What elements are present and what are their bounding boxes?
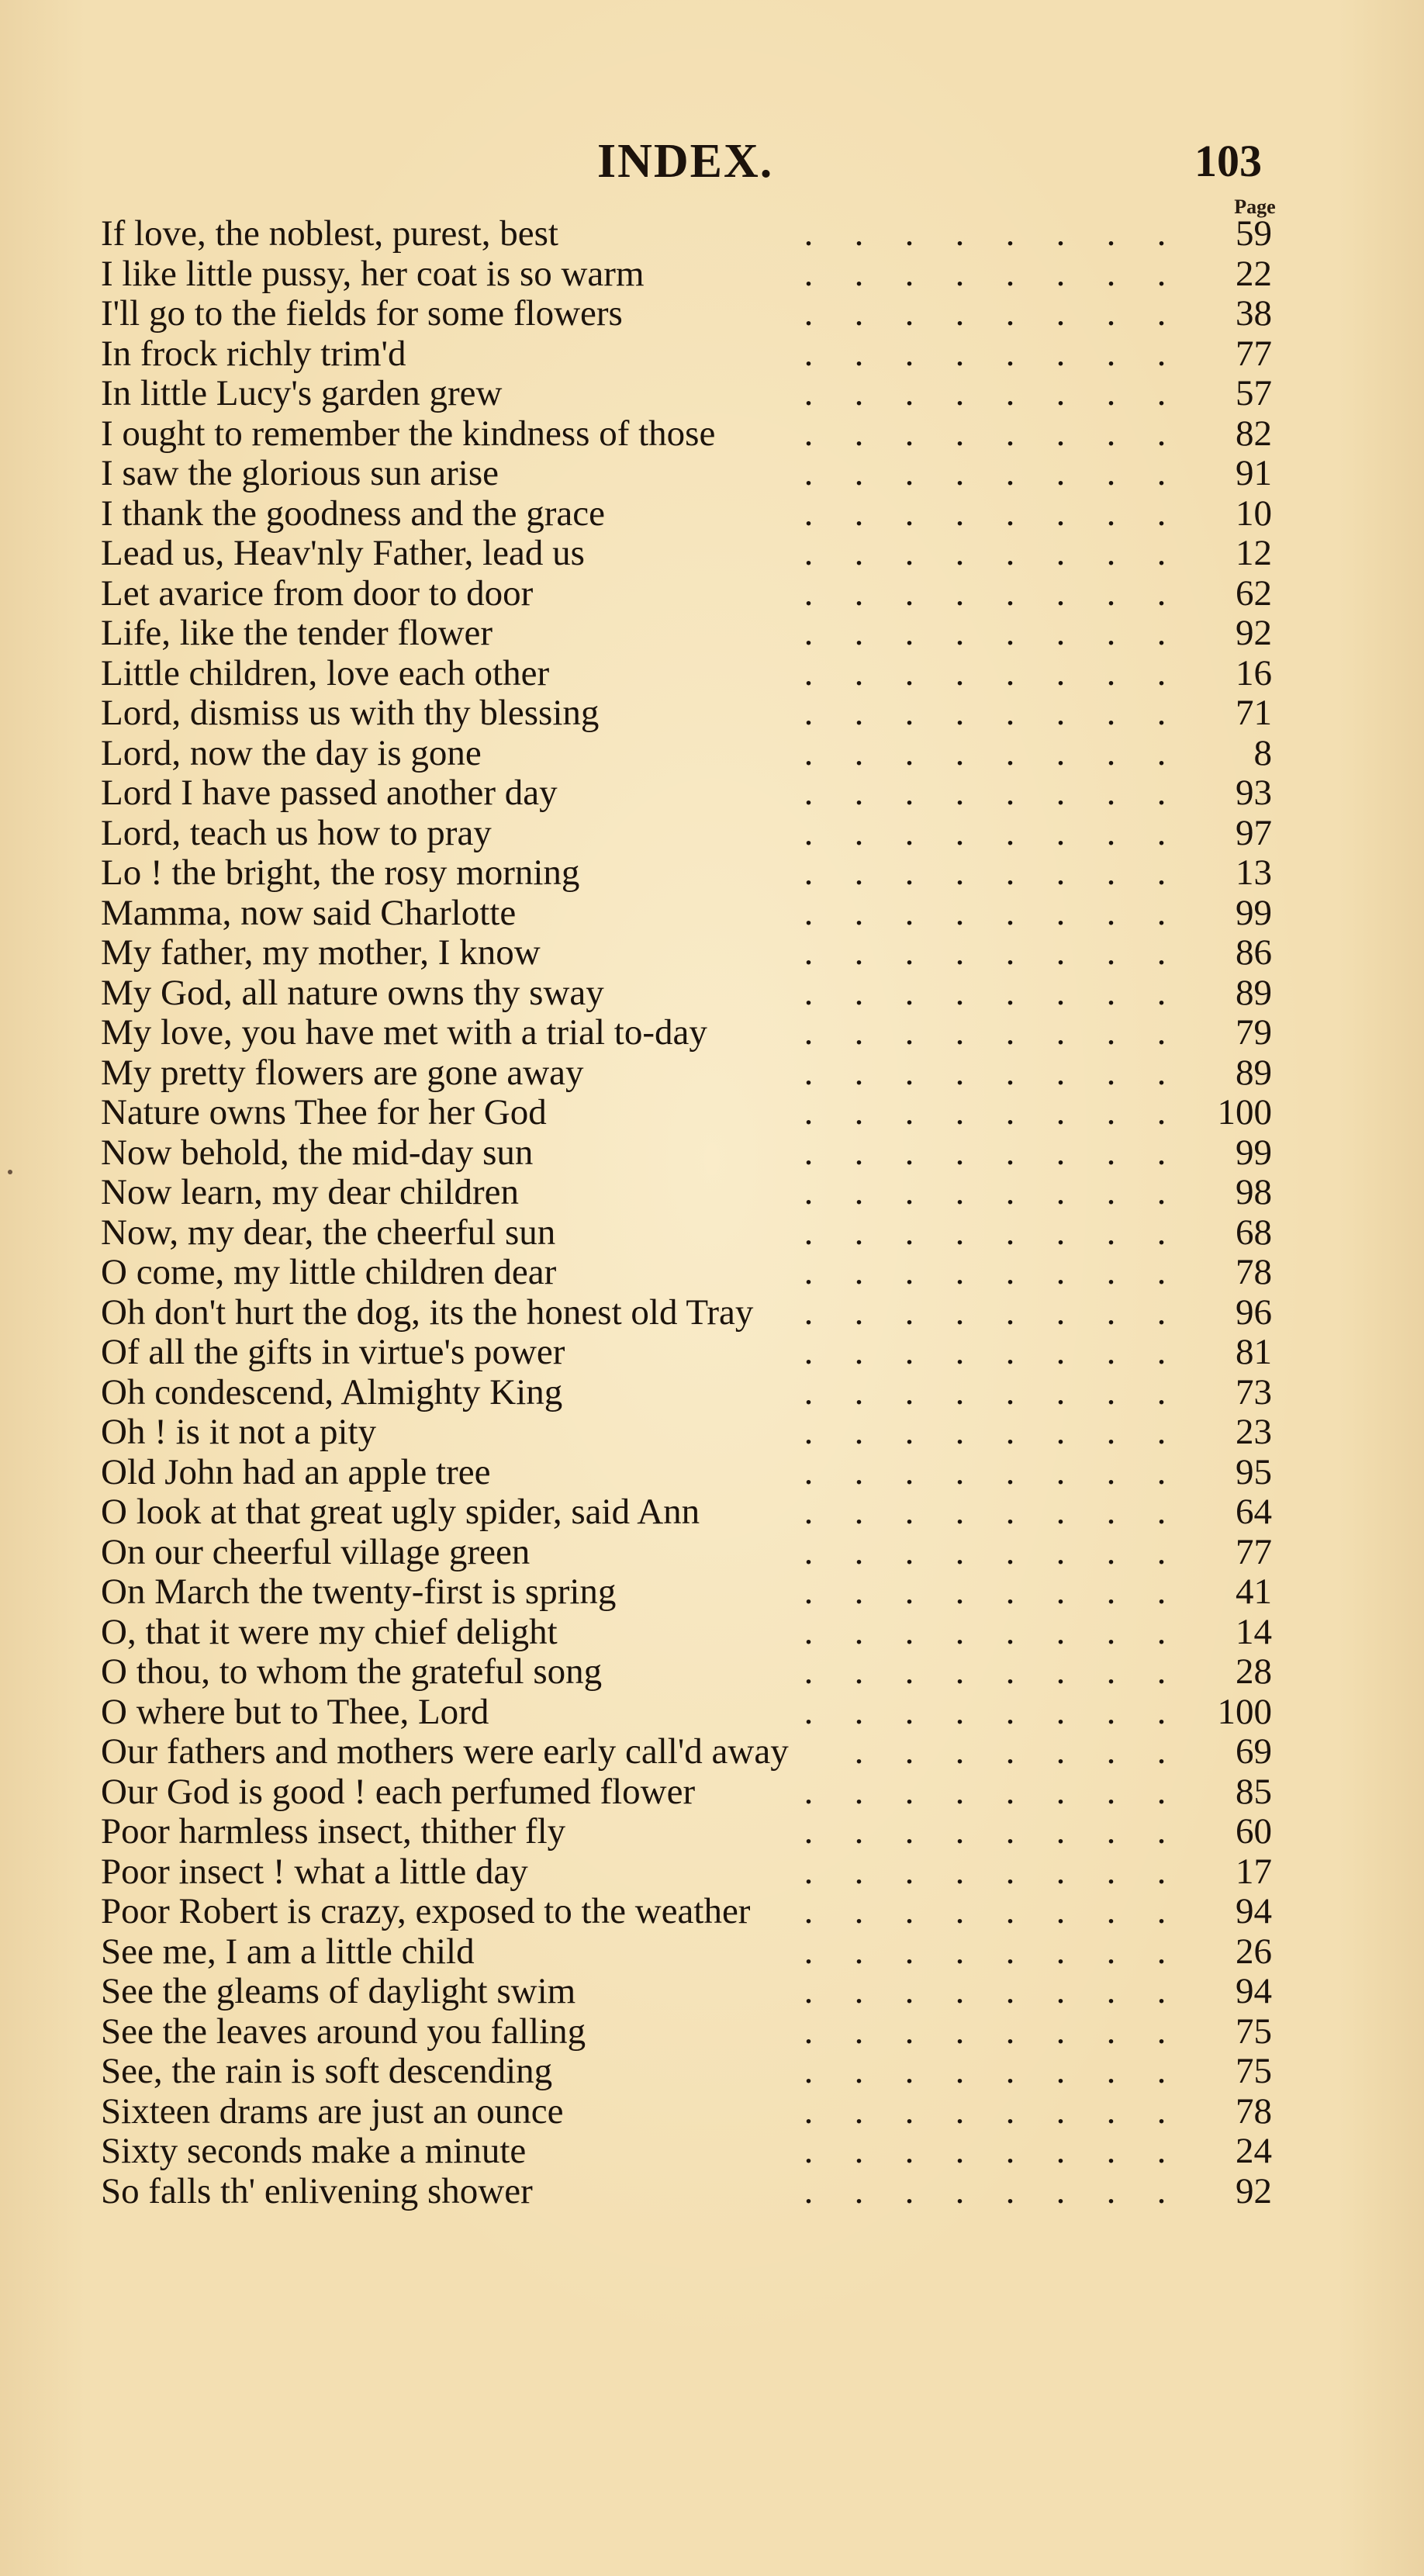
- entry-page-number: 86: [1236, 933, 1272, 973]
- dot-leader: . . . . . . . .: [804, 1931, 1167, 1972]
- entry-title: Now, my dear, the cheerful sun: [101, 1212, 556, 1253]
- index-entry: [101, 814, 1272, 854]
- entry-page-number: 82: [1236, 413, 1272, 454]
- entry-page-number: 99: [1236, 1132, 1272, 1173]
- entry-title: Lord, now the day is gone: [101, 733, 482, 773]
- index-entry: [101, 1972, 1272, 2012]
- index-entry: [101, 654, 1272, 694]
- dot-leader: . . . . . . . .: [804, 1053, 1167, 1093]
- entry-page-number: 91: [1236, 454, 1272, 493]
- index-entry: [101, 2012, 1272, 2052]
- dot-leader: . . . . . . . .: [804, 334, 1167, 374]
- index-entry: [101, 1253, 1272, 1293]
- dot-leader: . . . . . . . .: [804, 534, 1167, 573]
- entry-page-number: 89: [1236, 1053, 1272, 1093]
- entry-page-number: 100: [1217, 1093, 1272, 1132]
- dot-leader: . . . . . . . .: [804, 1333, 1167, 1372]
- index-entry: [101, 1732, 1272, 1772]
- dot-leader: . . . . . . . .: [804, 933, 1167, 973]
- dot-leader: . . . . . . . .: [804, 813, 1167, 853]
- running-head: [0, 130, 1424, 192]
- entry-title: My father, my mother, I know: [101, 933, 541, 973]
- entry-page-number: 97: [1236, 813, 1272, 853]
- index-entry: [101, 734, 1272, 774]
- entry-page-number: 69: [1236, 1732, 1272, 1772]
- entry-page-number: 17: [1236, 1852, 1272, 1892]
- entry-page-number: 93: [1236, 773, 1272, 813]
- dot-leader: . . . . . . . .: [804, 1892, 1167, 1931]
- dot-leader: . . . . . . . .: [804, 2011, 1167, 2052]
- entry-page-number: 75: [1236, 2052, 1272, 2091]
- entry-title: My God, all nature owns thy sway: [101, 973, 604, 1013]
- entry-title: So falls th' enlivening shower: [101, 2171, 533, 2211]
- dot-leader: . . . . . . .: [854, 1732, 1167, 1772]
- entry-page-number: 81: [1236, 1333, 1272, 1372]
- entry-title: In frock richly trim'd: [101, 334, 406, 374]
- entry-title: Now learn, my dear children: [101, 1173, 519, 1212]
- entry-page-number: 75: [1236, 2011, 1272, 2052]
- entry-title: See, the rain is soft descending: [101, 2052, 553, 2091]
- dot-leader: . . . . . . . .: [804, 2091, 1167, 2132]
- entry-title: See the gleams of daylight swim: [101, 1972, 576, 2011]
- entry-page-number: 94: [1236, 1892, 1272, 1931]
- entry-title: Nature owns Thee for her God: [101, 1093, 547, 1132]
- entry-page-number: 78: [1236, 1253, 1272, 1292]
- entry-page-number: 41: [1236, 1572, 1272, 1612]
- index-entry: [101, 2172, 1272, 2212]
- entry-title: Our God is good ! each perfumed flower: [101, 1772, 696, 1812]
- entry-page-number: 98: [1236, 1173, 1272, 1212]
- dot-leader: . . . . . . . .: [804, 1692, 1167, 1732]
- entry-title: O come, my little children dear: [101, 1253, 557, 1292]
- index-entry: [101, 294, 1272, 334]
- entry-title: Oh condescend, Almighty King: [101, 1372, 563, 1412]
- entry-title: Let avarice from door to door: [101, 573, 534, 614]
- entry-title: Lord I have passed another day: [101, 773, 558, 813]
- index-entry: [101, 933, 1272, 973]
- dot-leader: . . . . . . . .: [804, 653, 1167, 693]
- entry-page-number: 92: [1236, 2171, 1272, 2211]
- dot-leader: . . . . . . . .: [804, 1093, 1167, 1132]
- dot-leader: . . . . . . . .: [804, 1612, 1167, 1652]
- dot-leader: . . . . . . . .: [804, 973, 1167, 1013]
- index-entry: [101, 1693, 1272, 1733]
- entry-title: I'll go to the fields for some flowers: [101, 294, 623, 334]
- dot-leader: . . . . . . . .: [804, 2052, 1167, 2091]
- index-entry: [101, 414, 1272, 455]
- dot-leader: . . . . . . . .: [804, 413, 1167, 454]
- index-entry: [101, 1093, 1272, 1133]
- index-entry: [101, 1173, 1272, 1213]
- dot-leader: . . . . . . . .: [804, 254, 1167, 294]
- entry-page-number: 59: [1236, 214, 1272, 254]
- index-entry: [101, 374, 1272, 414]
- entry-page-number: 95: [1236, 1452, 1272, 1492]
- entry-title: On March the twenty-first is spring: [101, 1572, 617, 1612]
- page-number: 103: [1194, 136, 1262, 186]
- entry-page-number: 23: [1236, 1412, 1272, 1452]
- index-entry: [101, 214, 1272, 254]
- page-column-label: Page: [1234, 195, 1276, 218]
- entry-title: Poor insect ! what a little day: [101, 1852, 528, 1892]
- entry-title: Life, like the tender flower: [101, 614, 493, 653]
- dot-leader: . . . . . . . .: [804, 893, 1167, 933]
- index-entry: [101, 773, 1272, 814]
- entry-title: Lo ! the bright, the rosy morning: [101, 853, 580, 893]
- entry-title: O look at that great ugly spider, said Ann: [101, 1492, 700, 1532]
- entry-page-number: 38: [1236, 294, 1272, 334]
- entry-title: Poor harmless insect, thither fly: [101, 1812, 566, 1852]
- entry-page-number: 13: [1236, 853, 1272, 893]
- dot-leader: . . . . . . . .: [804, 1412, 1167, 1452]
- entry-page-number: 77: [1236, 334, 1272, 374]
- entry-title: I saw the glorious sun arise: [101, 454, 499, 493]
- index-entry: [101, 1572, 1272, 1613]
- entry-title: Lord, dismiss us with thy blessing: [101, 693, 600, 733]
- entry-page-number: 89: [1236, 973, 1272, 1013]
- entry-title: Lord, teach us how to pray: [101, 813, 492, 853]
- index-entry: [101, 1373, 1272, 1413]
- entry-title: O thou, to whom the grateful song: [101, 1652, 603, 1692]
- entry-title: Lead us, Heav'nly Father, lead us: [101, 534, 585, 573]
- entry-title: Oh don't hurt the dog, its the honest old Tray: [101, 1292, 754, 1333]
- entry-page-number: 10: [1236, 493, 1272, 534]
- dot-leader: . . . . . . . .: [804, 454, 1167, 493]
- dot-leader: . . . . . . . .: [804, 1852, 1167, 1892]
- index-entry: [101, 574, 1272, 614]
- entry-page-number: 94: [1236, 1972, 1272, 2011]
- entry-page-number: 77: [1236, 1532, 1272, 1572]
- dot-leader: . . . . . . . .: [804, 1532, 1167, 1572]
- entry-title: My pretty flowers are gone away: [101, 1053, 584, 1093]
- dot-leader: . . . . . . . .: [804, 1772, 1167, 1812]
- dot-leader: . . . . . . . .: [804, 693, 1167, 733]
- dot-leader: . . . . . . . .: [804, 214, 1167, 254]
- entry-page-number: 99: [1236, 893, 1272, 933]
- entry-page-number: 26: [1236, 1931, 1272, 1972]
- dot-leader: . . . . . . . .: [804, 493, 1167, 534]
- entry-title: I thank the goodness and the grace: [101, 493, 605, 534]
- index-entry: [101, 1533, 1272, 1573]
- entry-title: See the leaves around you falling: [101, 2011, 586, 2052]
- dot-leader: . . . . . . . .: [804, 2171, 1167, 2211]
- entry-title: If love, the noblest, purest, best: [101, 214, 558, 254]
- entry-page-number: 64: [1236, 1492, 1272, 1532]
- entry-page-number: 57: [1236, 374, 1272, 413]
- index-entry: [101, 494, 1272, 534]
- entry-title: See me, I am a little child: [101, 1931, 475, 1972]
- dot-leader: . . . . . . . .: [804, 573, 1167, 614]
- page-title: INDEX.: [597, 135, 774, 188]
- entry-page-number: 12: [1236, 534, 1272, 573]
- dot-leader: . . . . . . . .: [804, 1013, 1167, 1053]
- index-entry: [101, 454, 1272, 494]
- index-entry: [101, 1652, 1272, 1693]
- entry-page-number: 78: [1236, 2091, 1272, 2132]
- entry-page-number: 8: [1253, 733, 1272, 773]
- entry-page-number: 14: [1236, 1612, 1272, 1652]
- dot-leader: . . . . . . . .: [804, 773, 1167, 813]
- index-entry: [101, 693, 1272, 734]
- entry-page-number: 73: [1236, 1372, 1272, 1412]
- entry-page-number: 24: [1236, 2132, 1272, 2171]
- index-entry: [101, 1892, 1272, 1932]
- index-entry: [101, 894, 1272, 934]
- entry-title: Oh ! is it not a pity: [101, 1412, 377, 1452]
- entry-page-number: 60: [1236, 1812, 1272, 1852]
- dot-leader: . . . . . . . .: [804, 2132, 1167, 2171]
- entry-page-number: 79: [1236, 1013, 1272, 1053]
- entry-page-number: 100: [1217, 1692, 1272, 1732]
- dot-leader: . . . . . . . .: [804, 733, 1167, 773]
- entry-title: In little Lucy's garden grew: [101, 374, 503, 413]
- dot-leader: . . . . . . . .: [804, 1572, 1167, 1612]
- entry-page-number: 16: [1236, 653, 1272, 693]
- dot-leader: . . . . . . . .: [804, 1372, 1167, 1412]
- index-entry: [101, 1213, 1272, 1253]
- index-entry: [101, 254, 1272, 295]
- entry-page-number: 92: [1236, 614, 1272, 653]
- entry-page-number: 96: [1236, 1292, 1272, 1333]
- dot-leader: . . . . . . . .: [804, 1253, 1167, 1292]
- margin-speck: [8, 1170, 12, 1174]
- dot-leader: . . . . . . . .: [804, 1292, 1167, 1333]
- entry-title: I like little pussy, her coat is so warm: [101, 254, 645, 294]
- entry-page-number: 68: [1236, 1212, 1272, 1253]
- dot-leader: . . . . . . . .: [804, 294, 1167, 334]
- dot-leader: . . . . . . . .: [804, 1972, 1167, 2011]
- entry-title: Now behold, the mid-day sun: [101, 1132, 534, 1173]
- entry-page-number: 28: [1236, 1652, 1272, 1692]
- index-entry: [101, 1812, 1272, 1852]
- index-list: [101, 214, 1272, 2211]
- index-entry: [101, 1133, 1272, 1174]
- entry-title: On our cheerful village green: [101, 1532, 531, 1572]
- index-entry: [101, 534, 1272, 574]
- entry-title: I ought to remember the kindness of those: [101, 413, 716, 454]
- entry-page-number: 22: [1236, 254, 1272, 294]
- entry-title: Sixteen drams are just an ounce: [101, 2091, 564, 2132]
- index-entry: [101, 1412, 1272, 1453]
- entry-title: Sixty seconds make a minute: [101, 2132, 527, 2171]
- entry-page-number: 85: [1236, 1772, 1272, 1812]
- index-entry: [101, 1772, 1272, 1813]
- entry-title: Poor Robert is crazy, exposed to the weather: [101, 1892, 751, 1931]
- index-entry: [101, 1333, 1272, 1373]
- dot-leader: . . . . . . . .: [804, 1173, 1167, 1212]
- dot-leader: . . . . . . . .: [804, 1452, 1167, 1492]
- dot-leader: . . . . . . . .: [804, 1652, 1167, 1692]
- index-entry: [101, 334, 1272, 375]
- entry-title: Of all the gifts in virtue's power: [101, 1333, 565, 1372]
- index-entry: [101, 1613, 1272, 1653]
- dot-leader: . . . . . . . .: [804, 1212, 1167, 1253]
- index-entry: [101, 973, 1272, 1014]
- entry-title: O where but to Thee, Lord: [101, 1692, 489, 1732]
- dot-leader: . . . . . . . .: [804, 1812, 1167, 1852]
- dot-leader: . . . . . . . .: [804, 614, 1167, 653]
- index-entry: [101, 2092, 1272, 2132]
- index-entry: [101, 614, 1272, 654]
- entry-title: Little children, love each other: [101, 653, 550, 693]
- entry-title: O, that it were my chief delight: [101, 1612, 558, 1652]
- dot-leader: . . . . . . . .: [804, 1132, 1167, 1173]
- dot-leader: . . . . . . . .: [804, 374, 1167, 413]
- entry-title: My love, you have met with a trial to-day: [101, 1013, 707, 1053]
- index-entry: [101, 1293, 1272, 1333]
- index-entry: [101, 1852, 1272, 1893]
- index-entry: [101, 1013, 1272, 1053]
- dot-leader: . . . . . . . .: [804, 853, 1167, 893]
- entry-title: Mamma, now said Charlotte: [101, 893, 517, 933]
- index-entry: [101, 2052, 1272, 2092]
- entry-title: Our fathers and mothers were early call'd away: [101, 1732, 789, 1772]
- entry-title: Old John had an apple tree: [101, 1452, 491, 1492]
- index-entry: [101, 1453, 1272, 1493]
- index-entry: [101, 1053, 1272, 1094]
- index-entry: [101, 1932, 1272, 1973]
- entry-page-number: 71: [1236, 693, 1272, 733]
- entry-page-number: 62: [1236, 573, 1272, 614]
- dot-leader: . . . . . . . .: [804, 1492, 1167, 1532]
- index-entry: [101, 853, 1272, 894]
- index-entry: [101, 2132, 1272, 2172]
- index-entry: [101, 1492, 1272, 1533]
